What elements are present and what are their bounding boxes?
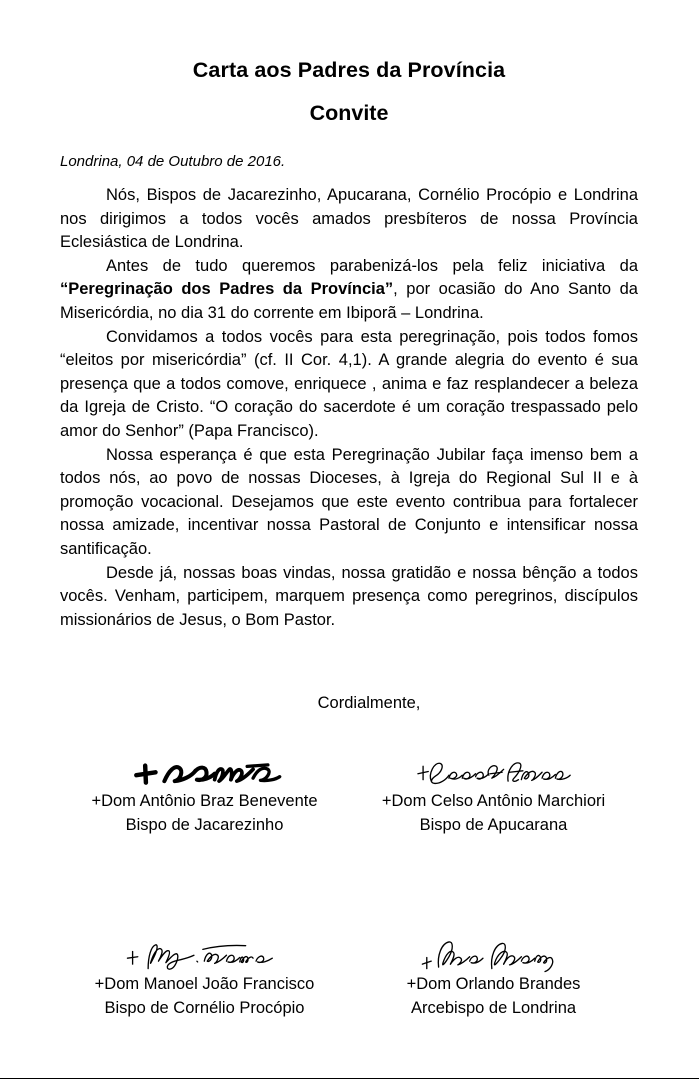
signature-grid: [60, 716, 638, 1020]
signature-role: Bispo de Jacarezinho: [125, 815, 284, 834]
page-subtitle: Convite: [309, 100, 389, 125]
signature-role: Bispo de Apucarana: [419, 815, 568, 834]
signature-name: +Dom Manoel João Francisco: [94, 975, 315, 994]
handwritten-signature-icon: [412, 756, 575, 790]
signature-block-jacarezinho: [60, 756, 349, 877]
paragraph-4: Nossa esperança é que esta Peregrinação Jubilar faça imenso bem a todos nós, ao povo de nossas Dioceses, à Igreja do Regional Sul II e à promoção vocacional. Desejamos que este evento contribua para fortalecer nossa amizade, incentivar nossa Pastoral de Conjunto e intensificar nossa santificação.: [60, 445, 638, 558]
signature-name: +Dom Orlando Brandes: [406, 975, 581, 994]
signature-role: Arcebispo de Londrina: [410, 998, 577, 1017]
paragraph-1: Nós, Bispos de Jacarezinho, Apucarana, Cornélio Procópio e Londrina nos dirigimos a todos vocês amados presbíteros de nossa Província Eclesiástica de Londrina.: [60, 186, 638, 252]
paragraph-2-text-after: , por ocasião do Ano Santo da Misericórdia, no dia 31 do corrente em Ibiporã – Londrina.: [60, 280, 638, 323]
signature-name: +Dom Celso Antônio Marchiori: [381, 791, 606, 810]
letter-body: [60, 171, 638, 632]
signature-block-londrina: [349, 877, 638, 1020]
paragraph-2: [60, 255, 638, 326]
signature-block-apucarana: [349, 756, 638, 877]
pilgrimage-title-bold: “Peregrinação dos Padres da Província”: [60, 280, 394, 299]
dateline: Londrina, 04 de Outubro de 2016.: [60, 152, 286, 170]
page-title: Carta aos Padres da Província: [192, 58, 506, 82]
handwritten-signature-icon: [123, 756, 286, 790]
closing-salutation: Cordialmente,: [317, 694, 421, 713]
paragraph-5: Desde já, nossas boas vindas, nossa gratidão e nossa bênção a todos vocês. Venham, participem, marquem presença como peregrinos, discípulos missionários de Jesus, o Bom Pastor.: [60, 563, 638, 629]
handwritten-signature-icon: [123, 939, 286, 973]
paragraph-2-text-before: Antes de tudo queremos parabenizá-los pela feliz iniciativa da: [106, 256, 638, 275]
letter-content: [60, 0, 638, 1020]
paragraph-3: Convidamos a todos vocês para esta peregrinação, pois todos fomos “eleitos por misericórdia” (cf. II Cor. 4,1). A grande alegria do evento é sua presença que a todos comove, enriquece , anima e faz resplandecer a beleza da Igreja de Cristo. “O coração do sacerdote é um coração trespassado pelo amor do Senhor” (Papa Francisco).: [60, 327, 638, 441]
signature-name: +Dom Antônio Braz Benevente: [91, 791, 318, 810]
signature-block-cornelio-procopio: [60, 877, 349, 1020]
signature-role: Bispo de Cornélio Procópio: [104, 998, 305, 1017]
page-bottom-rule: [0, 1078, 699, 1079]
handwritten-signature-icon: [412, 939, 575, 973]
